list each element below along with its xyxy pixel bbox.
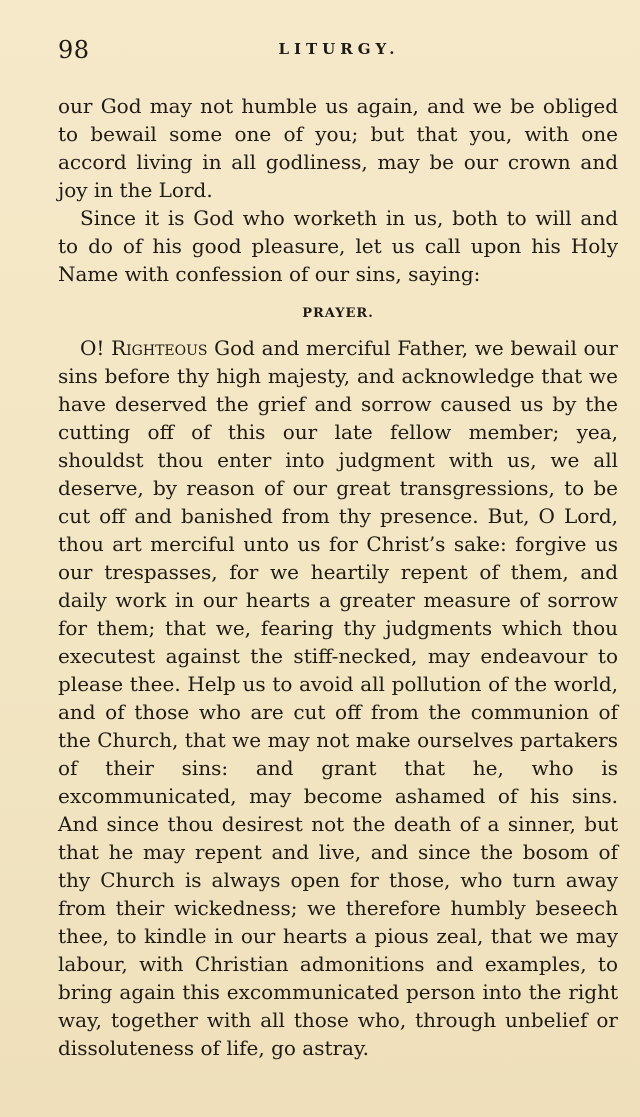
body-text [58,92,618,1062]
section-heading-prayer: PRAYER. [302,306,374,321]
prayer-text: God and merciful Father, we bewail our sins before thy high majesty, and acknowledge that we have deserved the grief and sorrow caused us by the cutting off of this our late fellow member; yea, shouldst thou enter into judgment with us, we all deserve, by reason of our great transgressions, to be cut off and banished from thy presence. But, O Lord, thou art merciful unto us for Christ’s sake: forgive us our trespasses, for we heartily repent of them, and daily work in our hearts a greater measure of sorrow for them; that we, fearing thy judgments which thou executest against the stiff-necked, may endeavour to please thee. Help us to avoid all pollution of the world, and of those who are cut off from the communion of the Church, that we may not make ourselves partakers of their sins: and grant that he, who is excommunicated, may become ashamed of his sins. And since thou desirest not the death of a sinner, but that he may repent and live, and since the bosom of thy Church is always open for those, who turn away from their wickedness; we therefore humbly beseech thee, to kindle in our hearts a pious zeal, that we may labour, with Christian admonitions and examples, to bring again this excommunicated person into the right way, together with all those who, through unbelief or dissoluteness of life, go astray. [58,336,618,1060]
paragraph-continuation: our God may not humble us again, and we be obliged to bewail some one of you; but that you, with one accord living in all godliness, may be our crown and joy in the Lord. [58,94,618,202]
running-header [58,36,620,68]
paragraph-invitation: Since it is God who worketh in us, both to will and to do of his good pleasure, let us call upon his Holy Name with confession of our sins, saying: [58,206,618,286]
page-number: 98 [58,36,90,64]
running-title: LITURGY. [278,40,400,58]
prayer-smallcaps-word: Righteous [111,336,208,360]
prayer-paragraph [58,334,618,1062]
prayer-opening: O! [80,336,112,360]
